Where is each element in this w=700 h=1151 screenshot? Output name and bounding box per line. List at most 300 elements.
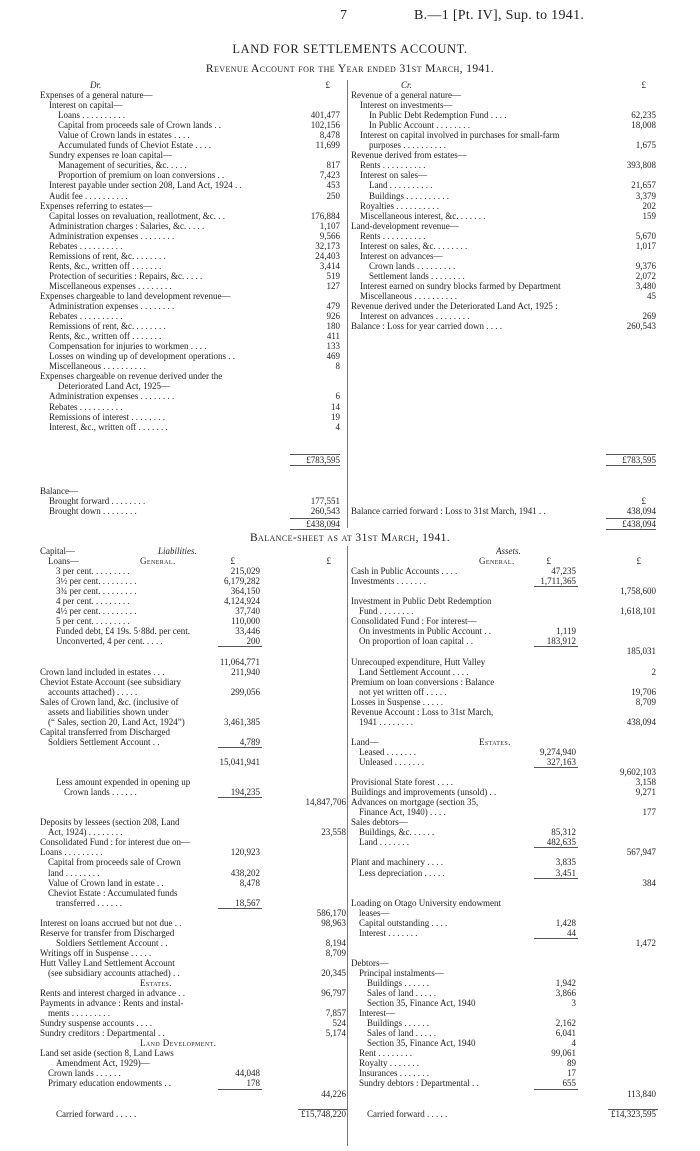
ledger-amount: 2,072	[635, 270, 656, 281]
ledger-row	[351, 170, 656, 180]
ledger-label: Balance—	[40, 485, 78, 496]
ledger-row	[351, 767, 656, 777]
ledger-label: Losses on winding up of development operations . .	[49, 351, 235, 362]
ledger-label: leases—	[359, 907, 390, 918]
balance-sheet-divider	[347, 546, 348, 1146]
ledger-label: Losses in Suspense . . . . .	[351, 696, 443, 707]
page-header	[0, 8, 700, 28]
ledger-label: 1941 . . . . . . . .	[359, 716, 413, 727]
ledger-row	[351, 616, 656, 626]
ledger-amount: 98,963	[321, 917, 346, 928]
ledger-amount: 299,056	[230, 686, 260, 697]
ledger-row	[40, 311, 340, 321]
ledger-row	[351, 191, 656, 201]
ledger-row	[351, 747, 656, 757]
ledger-amount: 384	[642, 877, 656, 888]
ledger-amount: 211,940	[231, 666, 260, 677]
ledger-label: Rents and interest charged in advance . .	[40, 988, 186, 999]
ledger-row	[40, 586, 346, 596]
ledger-amount: 3,379	[635, 190, 656, 201]
ledger-amount: 3,866	[555, 988, 576, 999]
ledger-row	[351, 868, 656, 878]
ledger-row	[40, 948, 346, 958]
ledger-amount: 44,048	[235, 1068, 260, 1079]
ledger-label: 3 per cent. . . . . . . . .	[56, 566, 130, 577]
ledger-row	[351, 251, 656, 261]
ledger-row	[40, 998, 346, 1008]
ledger-label: Loans . . . . . . . . .	[40, 847, 103, 858]
ledger-label: transferred . . . . . .	[56, 897, 122, 908]
ledger-amount: 62,235	[631, 110, 656, 121]
ledger-label: Crown lands . . . . . . . . .	[369, 260, 456, 271]
ledger-amount: 6,179,282	[224, 576, 260, 587]
ledger-label: Rebates . . . . . . . . . .	[49, 240, 123, 251]
ledger-amount: 14,847,706	[305, 797, 346, 808]
ledger-amount: 23,558	[321, 827, 346, 838]
ledger-label: Reserve for transfer from Discharged	[40, 927, 175, 938]
ledger-amount: 3,451	[555, 867, 576, 878]
ledger-label: Fund . . . . . . . .	[359, 606, 414, 617]
ledger-amount: 20,345	[321, 967, 346, 978]
ledger-label: Cheviot Estate : Accumulated funds	[48, 887, 178, 898]
ledger-amount: 453	[326, 180, 340, 191]
ledger-label: Sales of land . . . . .	[367, 1028, 436, 1039]
ledger-row	[351, 827, 656, 837]
ledger-row	[351, 757, 656, 767]
section-heading: Estates.	[479, 736, 511, 747]
ledger-row	[40, 281, 340, 291]
ledger-label: Crown lands . . . . . .	[48, 1068, 121, 1079]
ledger-label: land . . . . . . . .	[48, 867, 100, 878]
ledger-row	[351, 291, 656, 301]
ledger-label: On investments in Public Account . .	[359, 626, 491, 637]
ledger-amount: 586,170	[316, 907, 346, 918]
ledger-row	[351, 777, 656, 787]
ledger-amount: 9,376	[635, 260, 656, 271]
ledger-row	[351, 140, 656, 150]
ledger-amount: 2	[651, 666, 656, 677]
ledger-row	[351, 180, 656, 190]
ledger-amount: 8,478	[319, 130, 340, 141]
ledger-label: Capital outstanding . . . .	[359, 917, 448, 928]
ledger-label: 4½ per cent. . . . . . . . .	[56, 606, 137, 617]
ledger-row	[40, 857, 346, 867]
ledger-label: Value of Crown lands in estates . . . .	[58, 130, 190, 141]
ledger-label: Rents . . . . . . . . . .	[360, 230, 426, 241]
subtotal-rule	[298, 1109, 348, 1110]
revenue-total: £783,595	[306, 454, 340, 465]
ledger-amount: 8,478	[239, 877, 260, 888]
ledger-label: Buildings . . . . . .	[367, 978, 430, 989]
ledger-amount: 194,235	[230, 787, 260, 798]
ledger-amount: 411	[326, 331, 340, 342]
ledger-row	[351, 847, 656, 857]
ledger-label: Land—	[351, 736, 379, 747]
ledger-label: Expenses chargeable to land development revenue—	[40, 290, 231, 301]
ledger-label: Buildings . . . . . . . . . .	[369, 190, 450, 201]
ledger-amount: 11,064,771	[219, 656, 260, 667]
ledger-label: Expenses referring to estates—	[40, 200, 153, 211]
ledger-row	[40, 616, 346, 626]
ledger-row	[40, 231, 340, 241]
ledger-row	[351, 150, 656, 160]
ledger-label: Revenue derived from estates—	[351, 150, 467, 161]
ledger-label: Interest on sales—	[360, 170, 427, 181]
ledger-row	[351, 1099, 656, 1109]
ledger-amount: 47,235	[551, 566, 576, 577]
ledger-row	[351, 646, 656, 656]
ledger-row	[40, 636, 346, 646]
ledger-amount: 260,543	[626, 321, 656, 332]
ledger-label: Rents . . . . . . . . . .	[360, 160, 426, 171]
ledger-label: Consolidated Fund : For interest—	[351, 616, 477, 627]
ledger-row	[351, 878, 656, 888]
ledger-label: Interest on investments—	[360, 100, 453, 111]
ledger-label: Compensation for injuries to workmen . . . .	[49, 341, 207, 352]
side-heading: Cr.	[401, 80, 412, 90]
total-row	[40, 519, 340, 529]
ledger-row	[351, 667, 656, 677]
ledger-label: Debtors—	[351, 957, 389, 968]
ledger-amount: 2,162	[555, 1018, 576, 1029]
ledger-row	[351, 928, 656, 938]
ledger-row	[351, 1058, 656, 1068]
ledger-amount: 24,403	[315, 250, 340, 261]
ledger-row	[351, 626, 656, 636]
ledger-label: Premium on loan conversions : Balance	[351, 676, 495, 687]
ledger-row	[40, 331, 340, 341]
subtotal-rule	[534, 646, 578, 647]
ledger-amount: 8,194	[325, 937, 346, 948]
ledger-amount: 438,202	[230, 867, 260, 878]
ledger-row	[351, 978, 656, 988]
ledger-label: Revenue of a general nature—	[351, 90, 461, 101]
ledger-row	[40, 191, 340, 201]
ledger-row	[40, 787, 346, 797]
ledger-label: Rent . . . . . . . .	[359, 1048, 412, 1059]
ledger-label: accounts attached) . . . . .	[48, 686, 138, 697]
currency-mark: £	[636, 556, 641, 567]
ledger-row	[351, 817, 656, 827]
ledger-amount: 364,150	[230, 586, 260, 597]
ledger-row	[40, 301, 340, 311]
ledger-row	[40, 371, 340, 381]
ledger-amount: 127	[326, 280, 340, 291]
ledger-label: Provisional State forest . . . .	[351, 777, 453, 788]
liabilities-heading: Liabilities.	[158, 546, 197, 557]
currency-mark: £	[326, 556, 331, 567]
ledger-amount: 567,947	[626, 847, 656, 858]
ledger-label: purposes . . . . . . . . . .	[369, 140, 446, 151]
ledger-row	[40, 321, 340, 331]
ledger-amount: 1,618,101	[620, 606, 656, 617]
document-reference: B.—1 [Pt. IV], Sup. to 1941.	[414, 8, 585, 23]
ledger-label: Rebates . . . . . . . . . .	[49, 311, 123, 322]
ledger-row	[40, 110, 340, 120]
ledger-label: (see subsidiary accounts attached) . .	[48, 967, 180, 978]
ledger-label: Loans . . . . . . . . . .	[58, 110, 125, 121]
ledger-amount: 655	[562, 1078, 576, 1089]
ledger-amount: 926	[326, 311, 340, 322]
ledger-label: In Public Account . . . . . . . .	[369, 120, 470, 131]
ledger-label: Interest on loans accrued but not due . .	[40, 917, 182, 928]
ledger-amount: 3,461,385	[224, 716, 260, 727]
ledger-row	[40, 170, 340, 180]
ledger-label: Interest on advances . . . . . . . .	[360, 311, 470, 322]
ledger-amount: 15,041,941	[219, 756, 260, 767]
subtotal-rule	[534, 938, 578, 939]
ledger-label: Miscellaneous . . . . . . . . . .	[49, 361, 146, 372]
ledger-row	[40, 918, 346, 928]
total-rule	[606, 529, 656, 530]
ledger-row	[351, 1109, 656, 1119]
ledger-row	[351, 1028, 656, 1038]
ledger-row	[351, 566, 656, 576]
ledger-amount: 393,808	[626, 160, 656, 171]
ledger-row	[40, 646, 346, 656]
ledger-row	[40, 351, 340, 361]
ledger-label: In Public Debt Redemption Fund . . . .	[369, 110, 507, 121]
liabilities-column	[40, 546, 346, 1119]
ledger-amount: 3,480	[635, 280, 656, 291]
ledger-amount: 18,008	[631, 120, 656, 131]
ledger-row	[40, 988, 346, 998]
balance-sheet-title: Balance-sheet as at 31st March, 1941.	[249, 532, 451, 544]
ledger-amount: 4,124,924	[224, 596, 260, 607]
ledger-label: Remissions of interest . . . . . . . .	[49, 411, 165, 422]
ledger-label: Unconverted, 4 per cent. . . . .	[56, 636, 163, 647]
ledger-amount: 1,758,600	[620, 586, 656, 597]
ledger-label: 5 per cent. . . . . . . . .	[56, 616, 130, 627]
ledger-amount: 9,602,103	[620, 767, 656, 778]
ledger-amount: 202	[642, 200, 656, 211]
ledger-row	[40, 606, 346, 616]
ledger-row	[351, 606, 656, 616]
ledger-label: Sales of land . . . . .	[367, 988, 436, 999]
ledger-label: Balance carried forward : Loss to 31st March, 1941 . .	[351, 505, 546, 516]
ledger-label: Act, 1924) . . . . . . . .	[48, 827, 123, 838]
ledger-amount: 5,670	[635, 230, 656, 241]
ledger-label: Land . . . . . . .	[359, 837, 409, 848]
ledger-amount: 6	[335, 391, 340, 402]
ledger-amount: 1,428	[555, 917, 576, 928]
ledger-label: Insurances . . . . . . .	[359, 1068, 429, 1079]
ledger-amount: 33,446	[235, 626, 260, 637]
ledger-label: Crown land included in estates . . .	[40, 666, 165, 677]
ledger-row	[40, 1109, 346, 1119]
ledger-label: Land . . . . . . . . . .	[369, 180, 433, 191]
ledger-row	[40, 576, 346, 586]
ledger-row	[351, 576, 656, 586]
ledger-row	[351, 90, 656, 100]
ledger-amount: 1,472	[635, 937, 656, 948]
ledger-label: Remissions of rent, &c. . . . . . . .	[49, 250, 166, 261]
total-rule	[290, 529, 340, 530]
ledger-amount: 185,031	[626, 646, 656, 657]
ledger-label: Interest on capital—	[49, 100, 123, 111]
ledger-label: Investment in Public Debt Redemption	[351, 596, 492, 607]
ledger-label: Interest earned on sundry blocks farmed by Department	[360, 280, 561, 291]
ledger-label: Unleased . . . . . . .	[359, 756, 424, 767]
ledger-row	[351, 988, 656, 998]
ledger-label: Buildings and improvements (unsold) . .	[351, 787, 497, 798]
ledger-label: (“ Sales, section 20, Land Act, 1924”)	[48, 716, 185, 727]
subtotal-rule	[218, 1089, 262, 1090]
ledger-label: Less depreciation . . . . .	[359, 867, 445, 878]
ledger-label: On proportion of loan capital . .	[359, 636, 473, 647]
ledger-row	[40, 1038, 346, 1048]
revenue-account-title: Revenue Account for the Year ended 31st March, 1941.	[205, 63, 495, 75]
currency-mark: £	[641, 495, 646, 506]
ledger-row	[40, 878, 346, 888]
ledger-amount: 14	[331, 401, 340, 412]
ledger-amount: £14,323,595	[611, 1108, 656, 1119]
ledger-label: Rebates . . . . . . . . . .	[49, 401, 123, 412]
ledger-row	[351, 211, 656, 221]
ledger-label: Settlement lands . . . . . . . .	[369, 270, 465, 281]
ledger-label: Investments . . . . . . .	[351, 576, 426, 587]
ledger-label: Interest—	[359, 1008, 395, 1019]
ledger-row	[40, 1048, 346, 1058]
ledger-amount: 113,840	[627, 1088, 656, 1099]
ledger-label: Rents, &c., written off . . . . . . .	[49, 331, 162, 342]
ledger-row	[351, 160, 656, 170]
ledger-row	[40, 130, 340, 140]
ledger-amount: 9,274,940	[540, 746, 576, 757]
ledger-row	[40, 291, 340, 301]
ledger-row	[40, 90, 340, 100]
ledger-row	[351, 301, 656, 311]
ledger-amount: 9,271	[635, 787, 656, 798]
ledger-label: Sales of Crown land, &c. (inclusive of	[40, 696, 179, 707]
ledger-label: not yet written off . . . . .	[359, 686, 447, 697]
ledger-row	[351, 130, 656, 140]
ledger-row	[351, 717, 656, 727]
ledger-row	[40, 657, 346, 667]
ledger-label: Payments in advance : Rents and instal-	[40, 998, 184, 1009]
ledger-row	[40, 341, 340, 351]
ledger-row	[40, 180, 340, 190]
ledger-amount: 4	[571, 1038, 576, 1049]
ledger-row	[40, 422, 340, 432]
ledger-label: Writings off in Suspense . . . . .	[40, 947, 152, 958]
ledger-row	[40, 381, 340, 391]
section-heading: Land Development.	[140, 1038, 217, 1049]
ledger-row	[40, 687, 346, 697]
ledger-label: Sundry suspense accounts . . . .	[40, 1018, 152, 1029]
ledger-row	[351, 1038, 656, 1048]
currency-mark: £	[546, 556, 551, 567]
ledger-amount: 1,675	[635, 140, 656, 151]
ledger-label: Soldiers Settlement Account . .	[56, 937, 168, 948]
ledger-label: Advances on mortgage (section 35,	[351, 797, 479, 808]
side-heading: Dr.	[90, 80, 102, 90]
ledger-amount: 32,173	[315, 240, 340, 251]
ledger-amount: 4,789	[239, 736, 260, 747]
ledger-label: Loading on Otago University endowment	[351, 897, 501, 908]
ledger-row	[351, 241, 656, 251]
ledger-label: Expenses chargeable on revenue derived under the	[40, 371, 223, 382]
subtotal-rule	[218, 747, 262, 748]
ledger-amount: 178	[246, 1078, 260, 1089]
ledger-row	[40, 201, 340, 211]
ledger-row	[40, 707, 346, 717]
ledger-amount: 8	[335, 361, 340, 372]
ledger-label: Carried forward . . . . .	[367, 1108, 448, 1119]
ledger-label: Sundry debtors : Departmental . .	[359, 1078, 479, 1089]
ledger-row	[40, 717, 346, 727]
ledger-label: assets and liabilities shown under	[48, 706, 169, 717]
ledger-row	[351, 261, 656, 271]
ledger-label: Buildings, &c. . . . . .	[359, 827, 435, 838]
ledger-row	[40, 797, 346, 807]
ledger-label: Rents, &c., written off . . . . . . .	[49, 260, 162, 271]
ledger-amount: 11,699	[315, 140, 340, 151]
ledger-amount: 260,543	[310, 505, 340, 516]
ledger-row	[40, 361, 340, 371]
assets-heading: Assets.	[496, 546, 521, 556]
ledger-amount: 180	[326, 321, 340, 332]
ledger-row	[40, 160, 340, 170]
ledger-label: Miscellaneous . . . . . . . . . .	[360, 290, 457, 301]
ledger-row	[351, 496, 656, 506]
ledger-row	[40, 958, 346, 968]
ledger-row	[40, 1028, 346, 1038]
ledger-amount: 110,000	[231, 616, 260, 627]
balance-total: £438,094	[622, 519, 656, 530]
ledger-row	[40, 677, 346, 687]
ledger-row	[351, 1018, 656, 1028]
ledger-label: Interest payable under section 208, Land Act, 1924 . .	[49, 180, 242, 191]
ledger-row	[40, 626, 346, 636]
ledger-label: Section 35, Finance Act, 1940	[367, 1038, 476, 1049]
ledger-row	[40, 271, 340, 281]
ledger-amount: 1,119	[556, 626, 576, 637]
total-row	[351, 455, 656, 465]
ledger-row	[40, 140, 340, 150]
ledger-label: Plant and machinery . . . .	[351, 857, 443, 868]
ledger-row	[40, 261, 340, 271]
ledger-row	[40, 1008, 346, 1018]
ledger-label: Section 35, Finance Act, 1940	[367, 998, 476, 1009]
ledger-amount: 183,912	[546, 636, 576, 647]
ledger-row	[351, 201, 656, 211]
ledger-row	[40, 1078, 346, 1088]
ledger-amount: 159	[642, 210, 656, 221]
ledger-label: Loans—	[48, 556, 79, 567]
page-title: LAND FOR SETTLEMENTS ACCOUNT.	[232, 42, 468, 56]
ledger-label: Miscellaneous interest, &c. . . . . . .	[360, 210, 486, 221]
ledger-amount: 120,923	[230, 847, 260, 858]
section-heading: General.	[479, 556, 515, 567]
ledger-label: Cash in Public Accounts . . . .	[351, 566, 458, 577]
ledger-row	[351, 596, 656, 606]
ledger-amount: 200	[246, 636, 260, 647]
ledger-row	[40, 777, 346, 787]
ledger-row	[40, 938, 346, 948]
subtotal-rule	[534, 878, 578, 879]
ledger-label: Soldiers Settlement Account . .	[48, 736, 160, 747]
currency-mark: £	[325, 80, 330, 90]
ledger-label: Hutt Valley Land Settlement Account	[40, 957, 175, 968]
ledger-amount: 438,094	[626, 505, 656, 516]
ledger-label: Revenue Account : Loss to 31st March,	[351, 706, 494, 717]
ledger-label: Less amount expended in opening up	[56, 777, 191, 788]
ledger-row	[40, 1018, 346, 1028]
ledger-row	[40, 868, 346, 878]
ledger-amount: 17	[567, 1068, 576, 1079]
ledger-row	[40, 898, 346, 908]
